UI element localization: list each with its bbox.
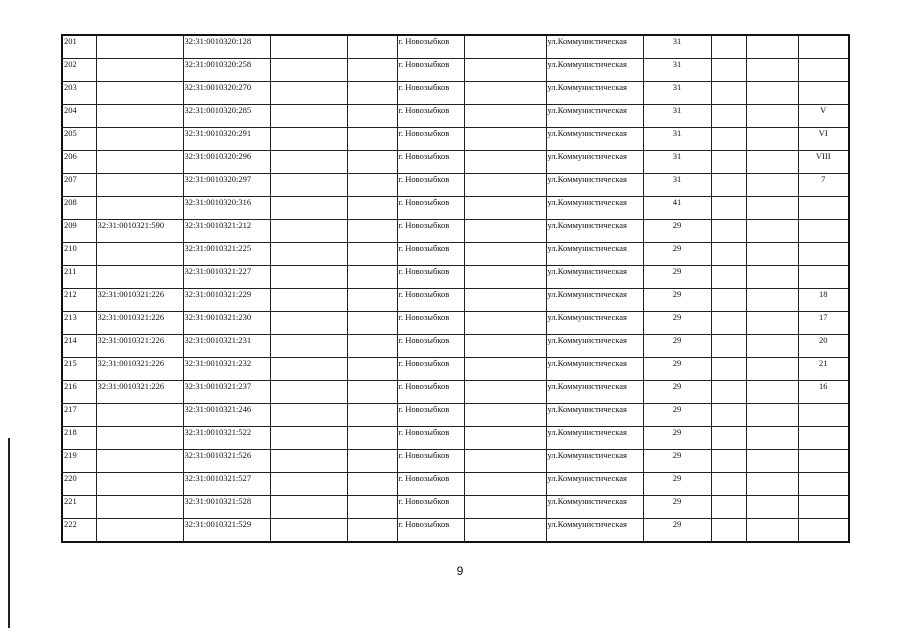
empty-cell [347,174,397,197]
table-row [62,335,849,358]
empty-cell [464,220,546,243]
empty-cell [347,82,397,105]
table-row [62,243,849,266]
empty-cell [711,450,746,473]
empty-cell [746,266,798,289]
house-number-cell: 31 [643,128,711,151]
extra-number-cell: 18 [798,289,849,312]
parent-cadastral-cell [96,35,183,59]
row-number-cell: 222 [62,519,96,543]
empty-cell [464,266,546,289]
empty-cell [347,105,397,128]
street-cell: ул.Коммунистическая [546,128,643,151]
cadastral-number-cell: 32:31:0010320:270 [183,82,270,105]
empty-cell [746,496,798,519]
empty-cell [270,450,347,473]
extra-number-cell: V [798,105,849,128]
house-number-cell: 29 [643,519,711,543]
empty-cell [711,404,746,427]
empty-cell [711,220,746,243]
empty-cell [270,105,347,128]
empty-cell [270,496,347,519]
empty-cell [270,128,347,151]
row-number-cell: 220 [62,473,96,496]
parent-cadastral-cell [96,404,183,427]
city-cell: г. Новозыбков [397,82,464,105]
empty-cell [270,220,347,243]
street-cell: ул.Коммунистическая [546,243,643,266]
extra-number-cell: 17 [798,312,849,335]
house-number-cell: 29 [643,243,711,266]
row-number-cell: 217 [62,404,96,427]
empty-cell [711,266,746,289]
empty-cell [347,59,397,82]
empty-cell [746,289,798,312]
house-number-cell: 31 [643,151,711,174]
row-number-cell: 215 [62,358,96,381]
empty-cell [347,404,397,427]
empty-cell [464,82,546,105]
empty-cell [347,519,397,543]
city-cell: г. Новозыбков [397,496,464,519]
empty-cell [270,82,347,105]
table-row [62,381,849,404]
street-cell: ул.Коммунистическая [546,312,643,335]
empty-cell [464,335,546,358]
empty-cell [746,220,798,243]
empty-cell [711,105,746,128]
empty-cell [347,427,397,450]
table-row [62,128,849,151]
extra-number-cell [798,404,849,427]
city-cell: г. Новозыбков [397,243,464,266]
city-cell: г. Новозыбков [397,519,464,543]
empty-cell [711,381,746,404]
parent-cadastral-cell [96,197,183,220]
house-number-cell: 29 [643,381,711,404]
empty-cell [711,174,746,197]
city-cell: г. Новозыбков [397,335,464,358]
empty-cell [746,519,798,543]
empty-cell [711,427,746,450]
empty-cell [711,243,746,266]
empty-cell [746,35,798,59]
house-number-cell: 29 [643,312,711,335]
empty-cell [347,35,397,59]
cadastral-number-cell: 32:31:0010320:128 [183,35,270,59]
table-row [62,59,849,82]
empty-cell [464,358,546,381]
parent-cadastral-cell [96,473,183,496]
street-cell: ул.Коммунистическая [546,105,643,128]
city-cell: г. Новозыбков [397,197,464,220]
parent-cadastral-cell [96,174,183,197]
row-number-cell: 218 [62,427,96,450]
empty-cell [347,128,397,151]
cadastral-number-cell: 32:31:0010320:296 [183,151,270,174]
cadastral-number-cell: 32:31:0010321:237 [183,381,270,404]
empty-cell [347,312,397,335]
city-cell: г. Новозыбков [397,128,464,151]
extra-number-cell [798,496,849,519]
empty-cell [746,128,798,151]
empty-cell [746,335,798,358]
empty-cell [464,128,546,151]
empty-cell [746,381,798,404]
city-cell: г. Новозыбков [397,220,464,243]
street-cell: ул.Коммунистическая [546,335,643,358]
empty-cell [711,358,746,381]
street-cell: ул.Коммунистическая [546,197,643,220]
empty-cell [270,197,347,220]
street-cell: ул.Коммунистическая [546,473,643,496]
house-number-cell: 29 [643,427,711,450]
row-number-cell: 221 [62,496,96,519]
empty-cell [464,381,546,404]
empty-cell [746,450,798,473]
row-number-cell: 213 [62,312,96,335]
empty-cell [746,312,798,335]
empty-cell [464,289,546,312]
house-number-cell: 29 [643,450,711,473]
extra-number-cell: 21 [798,358,849,381]
house-number-cell: 31 [643,35,711,59]
empty-cell [347,197,397,220]
parent-cadastral-cell: 32:31:0010321:226 [96,312,183,335]
table-row [62,473,849,496]
city-cell: г. Новозыбков [397,59,464,82]
street-cell: ул.Коммунистическая [546,289,643,312]
empty-cell [746,59,798,82]
street-cell: ул.Коммунистическая [546,59,643,82]
empty-cell [464,35,546,59]
parent-cadastral-cell: 32:31:0010321:226 [96,358,183,381]
parent-cadastral-cell [96,59,183,82]
table-row [62,427,849,450]
house-number-cell: 31 [643,82,711,105]
empty-cell [464,174,546,197]
empty-cell [347,266,397,289]
row-number-cell: 209 [62,220,96,243]
house-number-cell: 41 [643,197,711,220]
parent-cadastral-cell: 32:31:0010321:226 [96,335,183,358]
parent-cadastral-cell [96,519,183,543]
house-number-cell: 29 [643,335,711,358]
street-cell: ул.Коммунистическая [546,450,643,473]
empty-cell [347,381,397,404]
empty-cell [711,312,746,335]
table-row [62,496,849,519]
empty-cell [270,59,347,82]
cadastral-number-cell: 32:31:0010321:212 [183,220,270,243]
row-number-cell: 212 [62,289,96,312]
empty-cell [347,496,397,519]
house-number-cell: 31 [643,59,711,82]
row-number-cell: 201 [62,35,96,59]
empty-cell [711,128,746,151]
parent-cadastral-cell: 32:31:0010321:226 [96,381,183,404]
house-number-cell: 29 [643,358,711,381]
empty-cell [270,266,347,289]
parent-cadastral-cell [96,82,183,105]
empty-cell [270,358,347,381]
cadastral-number-cell: 32:31:0010320:297 [183,174,270,197]
city-cell: г. Новозыбков [397,151,464,174]
table-row [62,404,849,427]
extra-number-cell [798,266,849,289]
parent-cadastral-cell [96,243,183,266]
house-number-cell: 29 [643,266,711,289]
table-row [62,450,849,473]
city-cell: г. Новозыбков [397,289,464,312]
house-number-cell: 31 [643,105,711,128]
empty-cell [711,519,746,543]
cadastral-number-cell: 32:31:0010321:227 [183,266,270,289]
empty-cell [464,519,546,543]
cadastral-number-cell: 32:31:0010321:230 [183,312,270,335]
street-cell: ул.Коммунистическая [546,266,643,289]
empty-cell [347,450,397,473]
empty-cell [464,473,546,496]
empty-cell [746,404,798,427]
empty-cell [746,82,798,105]
empty-cell [711,82,746,105]
empty-cell [270,312,347,335]
cadastral-number-cell: 32:31:0010321:528 [183,496,270,519]
parent-cadastral-cell [96,450,183,473]
cadastral-number-cell: 32:31:0010321:529 [183,519,270,543]
row-number-cell: 219 [62,450,96,473]
city-cell: г. Новозыбков [397,105,464,128]
cadastral-number-cell: 32:31:0010321:526 [183,450,270,473]
table-row [62,358,849,381]
parent-cadastral-cell [96,427,183,450]
table-row [62,197,849,220]
extra-number-cell [798,220,849,243]
house-number-cell: 29 [643,404,711,427]
empty-cell [270,289,347,312]
empty-cell [270,427,347,450]
street-cell: ул.Коммунистическая [546,174,643,197]
cadastral-number-cell: 32:31:0010320:258 [183,59,270,82]
extra-number-cell [798,35,849,59]
extra-number-cell [798,427,849,450]
cadastral-number-cell: 32:31:0010321:231 [183,335,270,358]
empty-cell [711,496,746,519]
extra-number-cell [798,450,849,473]
extra-number-cell: 20 [798,335,849,358]
table-row [62,220,849,243]
empty-cell [270,243,347,266]
city-cell: г. Новозыбков [397,404,464,427]
parent-cadastral-cell [96,496,183,519]
empty-cell [746,473,798,496]
empty-cell [464,105,546,128]
city-cell: г. Новозыбков [397,312,464,335]
empty-cell [711,59,746,82]
row-number-cell: 210 [62,243,96,266]
empty-cell [746,427,798,450]
empty-cell [711,335,746,358]
cadastral-number-cell: 32:31:0010321:232 [183,358,270,381]
row-number-cell: 208 [62,197,96,220]
parent-cadastral-cell: 32:31:0010321:590 [96,220,183,243]
city-cell: г. Новозыбков [397,358,464,381]
table-row [62,151,849,174]
city-cell: г. Новозыбков [397,473,464,496]
cadastral-number-cell: 32:31:0010321:527 [183,473,270,496]
row-number-cell: 211 [62,266,96,289]
empty-cell [270,151,347,174]
empty-cell [270,35,347,59]
empty-cell [746,243,798,266]
table-row [62,266,849,289]
cadastral-number-cell: 32:31:0010320:291 [183,128,270,151]
table-row [62,519,849,543]
street-cell: ул.Коммунистическая [546,151,643,174]
empty-cell [464,59,546,82]
parent-cadastral-cell [96,105,183,128]
parent-cadastral-cell: 32:31:0010321:226 [96,289,183,312]
empty-cell [347,358,397,381]
city-cell: г. Новозыбков [397,427,464,450]
extra-number-cell: 16 [798,381,849,404]
table-row [62,105,849,128]
empty-cell [464,404,546,427]
empty-cell [746,358,798,381]
extra-number-cell [798,197,849,220]
city-cell: г. Новозыбков [397,35,464,59]
extra-number-cell: 7 [798,174,849,197]
cadastral-number-cell: 32:31:0010321:225 [183,243,270,266]
page-number: 9 [456,564,464,578]
empty-cell [347,289,397,312]
street-cell: ул.Коммунистическая [546,427,643,450]
row-number-cell: 202 [62,59,96,82]
empty-cell [347,243,397,266]
parent-cadastral-cell [96,266,183,289]
cadastral-number-cell: 32:31:0010321:229 [183,289,270,312]
parent-cadastral-cell [96,151,183,174]
table-row [62,35,849,59]
empty-cell [270,335,347,358]
street-cell: ул.Коммунистическая [546,519,643,543]
extra-number-cell [798,519,849,543]
cadastral-number-cell: 32:31:0010321:246 [183,404,270,427]
cadastral-number-cell: 32:31:0010320:285 [183,105,270,128]
street-cell: ул.Коммунистическая [546,358,643,381]
empty-cell [711,289,746,312]
extra-number-cell [798,82,849,105]
registry-body [62,35,849,542]
empty-cell [270,381,347,404]
street-cell: ул.Коммунистическая [546,496,643,519]
empty-cell [746,105,798,128]
street-cell: ул.Коммунистическая [546,381,643,404]
empty-cell [347,220,397,243]
empty-cell [464,243,546,266]
table-row [62,82,849,105]
empty-cell [464,427,546,450]
extra-number-cell: VI [798,128,849,151]
row-number-cell: 203 [62,82,96,105]
empty-cell [464,151,546,174]
empty-cell [746,151,798,174]
empty-cell [347,473,397,496]
empty-cell [464,450,546,473]
extra-number-cell [798,59,849,82]
cadastral-registry-table [61,34,850,543]
empty-cell [711,197,746,220]
empty-cell [464,197,546,220]
cadastral-number-cell: 32:31:0010320:316 [183,197,270,220]
house-number-cell: 29 [643,220,711,243]
table-row [62,312,849,335]
city-cell: г. Новозыбков [397,174,464,197]
extra-number-cell: VIII [798,151,849,174]
empty-cell [270,473,347,496]
city-cell: г. Новозыбков [397,450,464,473]
house-number-cell: 29 [643,473,711,496]
empty-cell [746,197,798,220]
extra-number-cell [798,473,849,496]
empty-cell [270,174,347,197]
empty-cell [464,312,546,335]
empty-cell [711,473,746,496]
street-cell: ул.Коммунистическая [546,404,643,427]
extra-number-cell [798,243,849,266]
empty-cell [746,174,798,197]
row-number-cell: 204 [62,105,96,128]
scan-edge-line [8,438,10,628]
empty-cell [270,404,347,427]
row-number-cell: 206 [62,151,96,174]
empty-cell [347,335,397,358]
street-cell: ул.Коммунистическая [546,220,643,243]
row-number-cell: 214 [62,335,96,358]
city-cell: г. Новозыбков [397,266,464,289]
empty-cell [464,496,546,519]
street-cell: ул.Коммунистическая [546,82,643,105]
city-cell: г. Новозыбков [397,381,464,404]
row-number-cell: 205 [62,128,96,151]
empty-cell [347,151,397,174]
table-row [62,174,849,197]
table-row [62,289,849,312]
house-number-cell: 29 [643,289,711,312]
row-number-cell: 207 [62,174,96,197]
cadastral-number-cell: 32:31:0010321:522 [183,427,270,450]
house-number-cell: 31 [643,174,711,197]
house-number-cell: 29 [643,496,711,519]
empty-cell [711,151,746,174]
row-number-cell: 216 [62,381,96,404]
empty-cell [711,35,746,59]
parent-cadastral-cell [96,128,183,151]
street-cell: ул.Коммунистическая [546,35,643,59]
empty-cell [270,519,347,543]
